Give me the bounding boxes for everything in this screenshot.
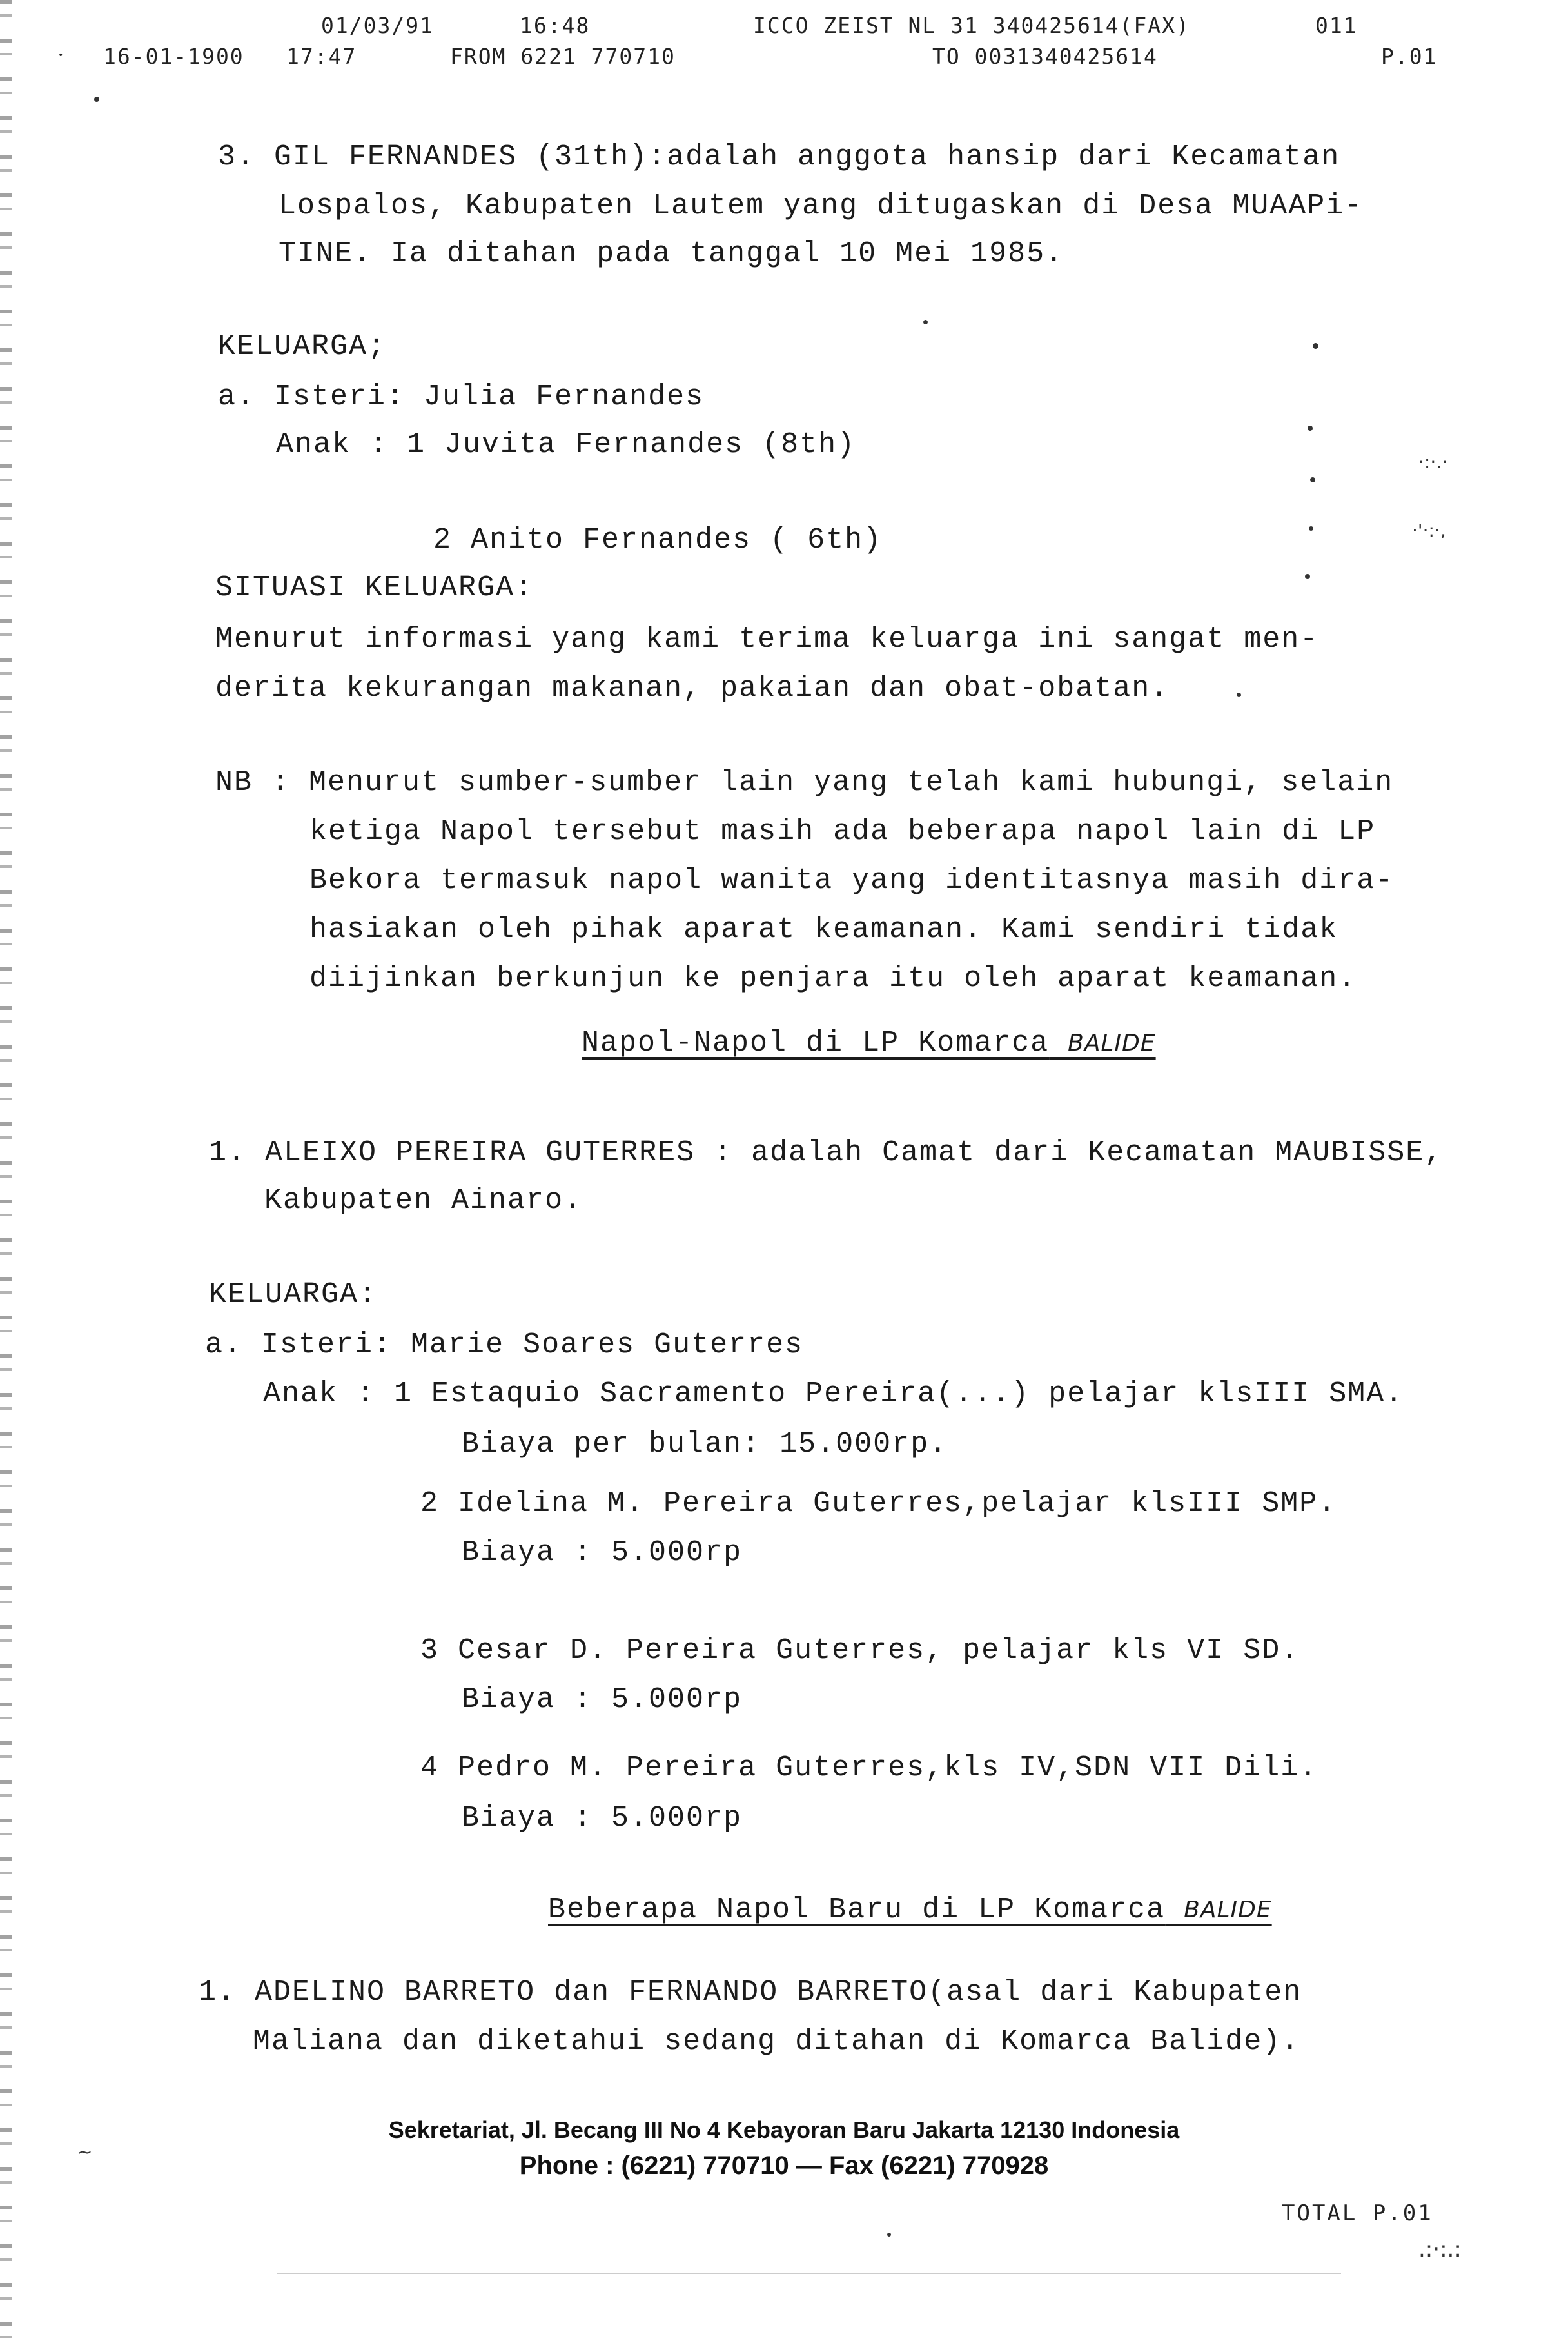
- heading-handwritten-text-2: BALIDE: [1184, 1897, 1272, 1923]
- fax-sender: ICCO ZEIST NL 31 340425614(FAX): [753, 13, 1190, 38]
- fax-time: 16:48: [520, 13, 591, 38]
- aleixo-child-4: 4 Pedro M. Pereira Guterres,kls IV,SDN VII Dili.: [420, 1752, 1318, 1784]
- fax-date: 01/03/91: [321, 13, 434, 38]
- nb-line-3: Bekora termasuk napol wanita yang identitasnya masih dira-: [309, 864, 1395, 897]
- scan-edge-noise: [0, 0, 12, 2341]
- fax-date-2: 16-01-1900: [103, 44, 244, 69]
- fax-from: FROM 6221 770710: [450, 44, 676, 69]
- barreto-line-1: 1. ADELINO BARRETO dan FERNANDO BARRETO(asal dari Kabupaten: [199, 1976, 1302, 2009]
- dot-mark: •: [58, 50, 65, 61]
- aleixo-line-2: Kabupaten Ainaro.: [264, 1184, 583, 1217]
- aleixo-child-2-cost: Biaya : 5.000rp: [462, 1536, 743, 1569]
- situasi-line-2: derita kekurangan makanan, pakaian dan obat-obatan.: [215, 672, 1170, 705]
- letterhead-contact: Phone : (6221) 770710 — Fax (6221) 770928: [519, 2151, 1049, 2180]
- fax-header-line-1: [0, 13, 1568, 39]
- aleixo-child-3-cost: Biaya : 5.000rp: [462, 1683, 743, 1716]
- heading-napol-baru: [548, 1893, 1272, 1926]
- nb-line-1: NB : Menurut sumber-sumber lain yang telah kami hubungi, selain: [215, 766, 1394, 799]
- aleixo-child-2: 2 Idelina M. Pereira Guterres,pelajar klsIII SMP.: [420, 1487, 1337, 1520]
- child-line-1: Anak : 1 Juvita Fernandes (8th): [276, 428, 856, 461]
- aleixo-child-3: 3 Cesar D. Pereira Guterres, pelajar kls VI SD.: [420, 1634, 1300, 1667]
- scan-speck: [1308, 426, 1313, 431]
- nb-line-2: ketiga Napol tersebut masih ada beberapa napol lain di LP: [309, 815, 1376, 848]
- para-gil-line-2: Lospalos, Kabupaten Lautem yang ditugaskan di Desa MUAAPi-: [279, 190, 1364, 222]
- wife-line-2: a. Isteri: Marie Soares Guterres: [205, 1329, 804, 1361]
- aleixo-line-1: 1. ALEIXO PEREIRA GUTERRES : adalah Camat dari Kecamatan MAUBISSE,: [209, 1136, 1444, 1169]
- fax-page: P.01: [1381, 44, 1438, 69]
- child-line-2: 2 Anito Fernandes ( 6th): [433, 524, 883, 557]
- aleixo-child-1: Anak : 1 Estaquio Sacramento Pereira(...) pelajar klsIII SMA.: [263, 1378, 1404, 1410]
- heading-typed-text: Napol-Napol di LP Komarca: [582, 1027, 1050, 1060]
- nb-line-4: hasiakan oleh pihak aparat keamanan. Kami sendiri tidak: [309, 913, 1338, 946]
- scan-speck: [1305, 574, 1310, 579]
- fax-total-pages: TOTAL P.01: [1282, 2200, 1433, 2226]
- fax-to: TO 0031340425614: [932, 44, 1158, 69]
- wife-line: a. Isteri: Julia Fernandes: [218, 380, 705, 413]
- keluarga-heading-2: KELUARGA:: [209, 1278, 378, 1311]
- fax-time-2: 17:47: [286, 44, 357, 69]
- aleixo-child-1-cost: Biaya per bulan: 15.000rp.: [462, 1428, 948, 1461]
- heading-handwritten-text: BALIDE: [1068, 1030, 1156, 1056]
- heading-napol-komarca: [582, 1027, 1156, 1060]
- scan-noise-glyphs: ~: [77, 2141, 93, 2162]
- scan-bottom-rule: [277, 2273, 1341, 2274]
- para-gil-line-3: TINE. Ia ditahan pada tanggal 10 Mei 1985.: [279, 237, 1064, 270]
- keluarga-heading: KELUARGA;: [218, 330, 387, 363]
- scan-noise-glyphs: .:·:.:: [1418, 2237, 1462, 2262]
- scan-speck: [887, 2233, 891, 2237]
- fax-header-line-2: [0, 44, 1568, 70]
- scan-speck: [923, 320, 928, 324]
- para-gil-line-1: 3. GIL FERNANDES (31th):adalah anggota hansip dari Kecamatan: [218, 141, 1340, 173]
- scan-speck: [1309, 526, 1313, 531]
- aleixo-child-4-cost: Biaya : 5.000rp: [462, 1802, 743, 1835]
- scan-noise-glyphs: ·:·.·: [1418, 451, 1448, 473]
- fax-number: 011: [1315, 13, 1358, 38]
- nb-line-5: diijinkan berkunjun ke penjara itu oleh aparat keamanan.: [309, 962, 1357, 995]
- scan-speck: [94, 97, 99, 102]
- barreto-line-2: Maliana dan diketahui sedang ditahan di Komarca Balide).: [253, 2025, 1300, 2058]
- heading-typed-text-2: Beberapa Napol Baru di LP Komarca: [548, 1893, 1166, 1926]
- scan-speck: [1237, 693, 1241, 697]
- situasi-heading: SITUASI KELUARGA:: [215, 571, 534, 604]
- situasi-line-1: Menurut informasi yang kami terima keluarga ini sangat men-: [215, 623, 1319, 656]
- scan-speck: [1310, 477, 1315, 482]
- scan-speck: [1313, 343, 1318, 349]
- letterhead-address: Sekretariat, Jl. Becang III No 4 Kebayoran Baru Jakarta 12130 Indonesia: [388, 2117, 1180, 2143]
- scan-noise-glyphs: ·'·:·,: [1412, 520, 1446, 541]
